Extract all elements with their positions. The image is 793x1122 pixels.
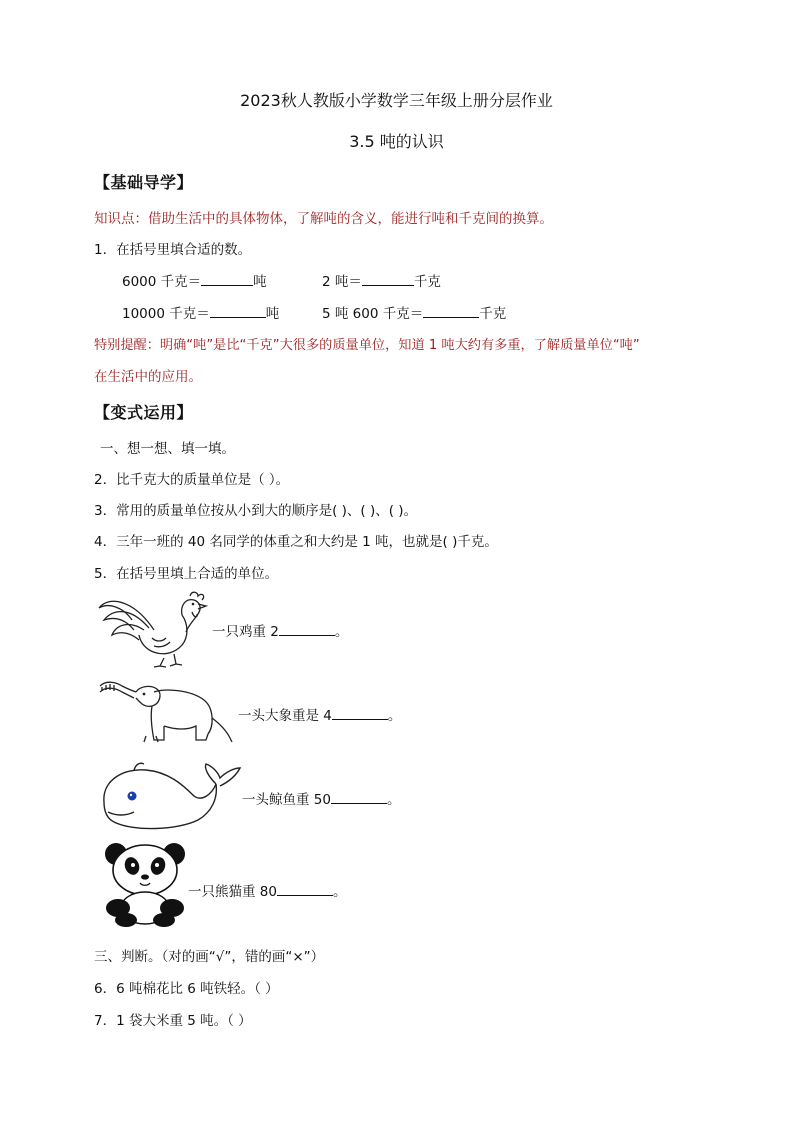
special-tip-line-2: 在生活中的应用。 [94, 369, 202, 385]
elephant-icon [96, 678, 236, 750]
part-heading-judge: 三、判断。（对的画“√”，错的画“×”） [94, 949, 325, 965]
section-heading-practice: 【变式运用】 [94, 403, 194, 422]
period: 。 [387, 708, 402, 724]
answer-blank[interactable] [423, 303, 479, 318]
special-tip-line-1: 特别提醒：明确“吨”是比“千克”大很多的质量单位，知道 1 吨大约有多重，了解质量单位“吨” [94, 338, 640, 353]
conversion-item [122, 302, 279, 322]
answer-blank[interactable] [332, 705, 388, 720]
animal-item-whale [242, 788, 400, 808]
period: 。 [332, 884, 347, 900]
question-6: 6．6 吨棉花比 6 吨铁轻。（ ） [94, 981, 279, 997]
conversion-item [322, 270, 441, 290]
part-heading-fill: 一、想一想、填一填。 [100, 441, 235, 457]
answer-blank[interactable] [331, 789, 387, 804]
conversion-item [122, 270, 267, 290]
question-4: 4．三年一班的 40 名同学的体重之和大约是 1 吨，也就是( )千克。 [94, 534, 498, 550]
question-2: 2．比千克大的质量单位是（ ）。 [94, 472, 290, 488]
animal-item-panda [188, 880, 346, 900]
conversion-unit: 吨 [265, 306, 280, 322]
page-title: 2023秋人教版小学数学三年级上册分层作业 [240, 91, 553, 110]
conversion-unit: 吨 [253, 274, 267, 290]
question-3: 3．常用的质量单位按从小到大的顺序是( )、( )、( )。 [94, 503, 418, 519]
conversion-expression: 2 吨＝ [322, 274, 362, 290]
animal-question-text: 一头鲸鱼重 50 [242, 792, 331, 808]
rooster-icon [94, 590, 209, 668]
conversion-unit: 千克 [413, 274, 441, 290]
conversion-unit: 千克 [479, 306, 507, 322]
answer-blank[interactable] [279, 621, 335, 636]
animal-question-text: 一只鸡重 2 [212, 624, 279, 640]
section-heading-basics: 【基础导学】 [94, 173, 194, 192]
panda-icon [102, 840, 190, 928]
answer-blank[interactable] [201, 271, 253, 286]
animal-question-text: 一只熊猫重 80 [188, 884, 277, 900]
knowledge-point: 知识点：借助生活中的具体物体，了解吨的含义，能进行吨和千克间的换算。 [94, 211, 553, 227]
answer-blank[interactable] [277, 881, 333, 896]
question-7: 7．1 袋大米重 5 吨。（ ） [94, 1013, 252, 1029]
period: 。 [334, 624, 349, 640]
page-subtitle: 3.5 吨的认识 [349, 132, 444, 151]
answer-blank[interactable] [210, 303, 266, 318]
animal-item-elephant [238, 704, 401, 724]
animal-item-rooster [212, 620, 348, 640]
question-5: 5．在括号里填上合适的单位。 [94, 566, 279, 582]
answer-blank[interactable] [362, 271, 414, 286]
whale-icon [94, 762, 242, 834]
animal-question-text: 一头大象重是 4 [238, 708, 332, 724]
conversion-item [322, 302, 506, 322]
conversion-expression: 5 吨 600 千克＝ [322, 306, 424, 322]
question-1: 1．在括号里填合适的数。 [94, 242, 252, 258]
conversion-expression: 6000 千克＝ [122, 274, 202, 290]
conversion-expression: 10000 千克＝ [122, 306, 210, 322]
period: 。 [386, 792, 401, 808]
